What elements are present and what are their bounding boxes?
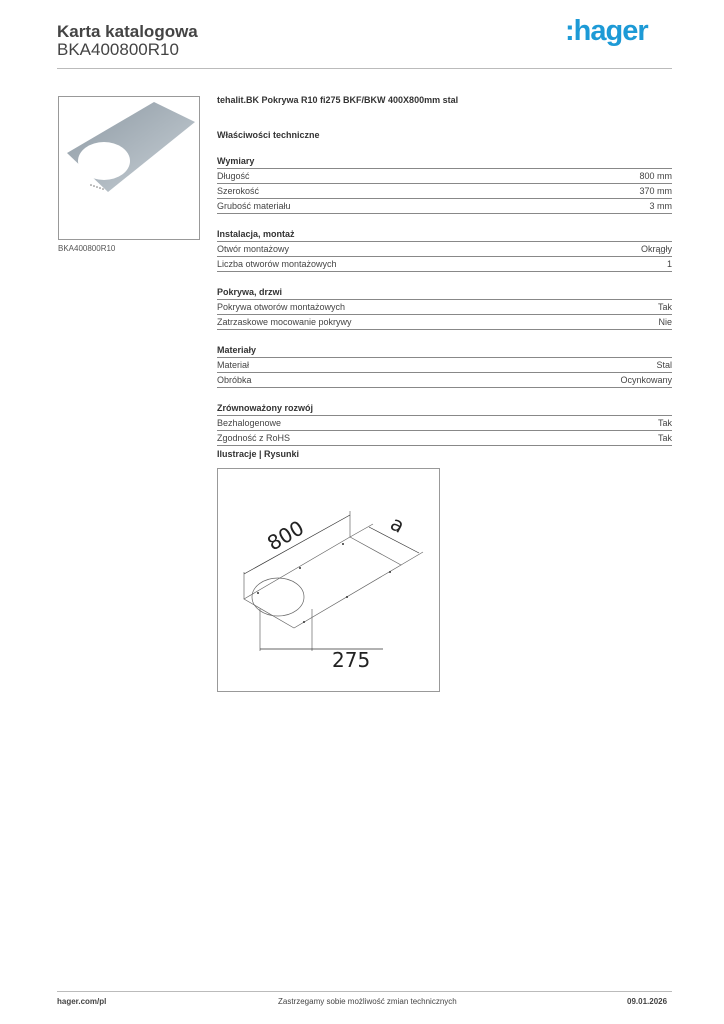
- property-section: [217, 155, 672, 214]
- illustrations-title: Ilustracje | Rysunki: [217, 449, 300, 459]
- property-section: [217, 402, 672, 446]
- property-label: Długość: [217, 171, 250, 181]
- header-divider: [57, 68, 672, 69]
- property-label: Liczba otworów montażowych: [217, 259, 337, 269]
- property-label: Szerokość: [217, 186, 260, 196]
- section-title: Materiały: [217, 344, 672, 358]
- property-label: Obróbka: [217, 375, 252, 385]
- property-value: Ocynkowany: [620, 375, 672, 385]
- section-title: Pokrywa, drzwi: [217, 286, 672, 300]
- section-title: Instalacja, montaż: [217, 228, 672, 242]
- property-section: [217, 228, 672, 272]
- product-image: [58, 96, 200, 240]
- product-code: BKA400800R10: [57, 40, 179, 59]
- property-row: [217, 431, 672, 446]
- section-title: Wymiary: [217, 155, 672, 169]
- property-label: Otwór montażowy: [217, 244, 290, 254]
- footer-website[interactable]: hager.com/pl: [57, 997, 107, 1006]
- property-row: [217, 184, 672, 199]
- property-row: [217, 373, 672, 388]
- property-value: 3 mm: [649, 201, 672, 211]
- footer-divider: [57, 991, 672, 992]
- property-row: [217, 300, 672, 315]
- dim-length: 800: [262, 515, 309, 556]
- property-row: [217, 416, 672, 431]
- properties-title: Właściwości techniczne: [217, 130, 320, 140]
- property-value: Okrągły: [640, 244, 672, 254]
- property-label: Materiał: [217, 360, 250, 370]
- property-label: Pokrywa otworów montażowych: [217, 302, 346, 312]
- property-label: Grubość materiału: [217, 201, 291, 211]
- technical-properties: [217, 129, 672, 460]
- footer-date: 09.01.2026: [627, 997, 668, 1006]
- section-title: Zrównoważony rozwój: [217, 402, 672, 416]
- dim-hole: 275: [332, 648, 371, 672]
- hager-logo: :hager: [565, 15, 648, 47]
- property-row: [217, 242, 672, 257]
- property-section: [217, 344, 672, 388]
- property-row: [217, 169, 672, 184]
- property-value: Tak: [657, 433, 672, 443]
- property-value: Nie: [658, 317, 672, 327]
- footer-notice: Zastrzegamy sobie możliwość zmian technicznych: [278, 997, 457, 1006]
- property-value: Tak: [657, 302, 672, 312]
- property-row: [217, 315, 672, 330]
- logo-text: hager: [573, 15, 648, 47]
- property-label: Zatrzaskowe mocowanie pokrywy: [217, 317, 352, 327]
- property-value: 1: [666, 259, 672, 269]
- property-section: [217, 286, 672, 330]
- property-label: Zgodność z RoHS: [217, 433, 291, 443]
- page-title: Karta katalogowa: [57, 22, 198, 41]
- property-value: 370 mm: [639, 186, 672, 196]
- property-value: Tak: [657, 418, 672, 428]
- property-value: Stal: [656, 360, 672, 370]
- product-image-caption: BKA400800R10: [58, 244, 116, 253]
- property-value: 800 mm: [639, 171, 672, 181]
- property-row: [217, 257, 672, 272]
- product-title: tehalit.BK Pokrywa R10 fi275 BKF/BKW 400X800mm stal: [217, 95, 459, 105]
- property-row: [217, 199, 672, 214]
- dimension-drawing: [217, 468, 440, 692]
- dim-width: a: [386, 510, 409, 538]
- property-label: Bezhalogenowe: [217, 418, 282, 428]
- property-row: [217, 358, 672, 373]
